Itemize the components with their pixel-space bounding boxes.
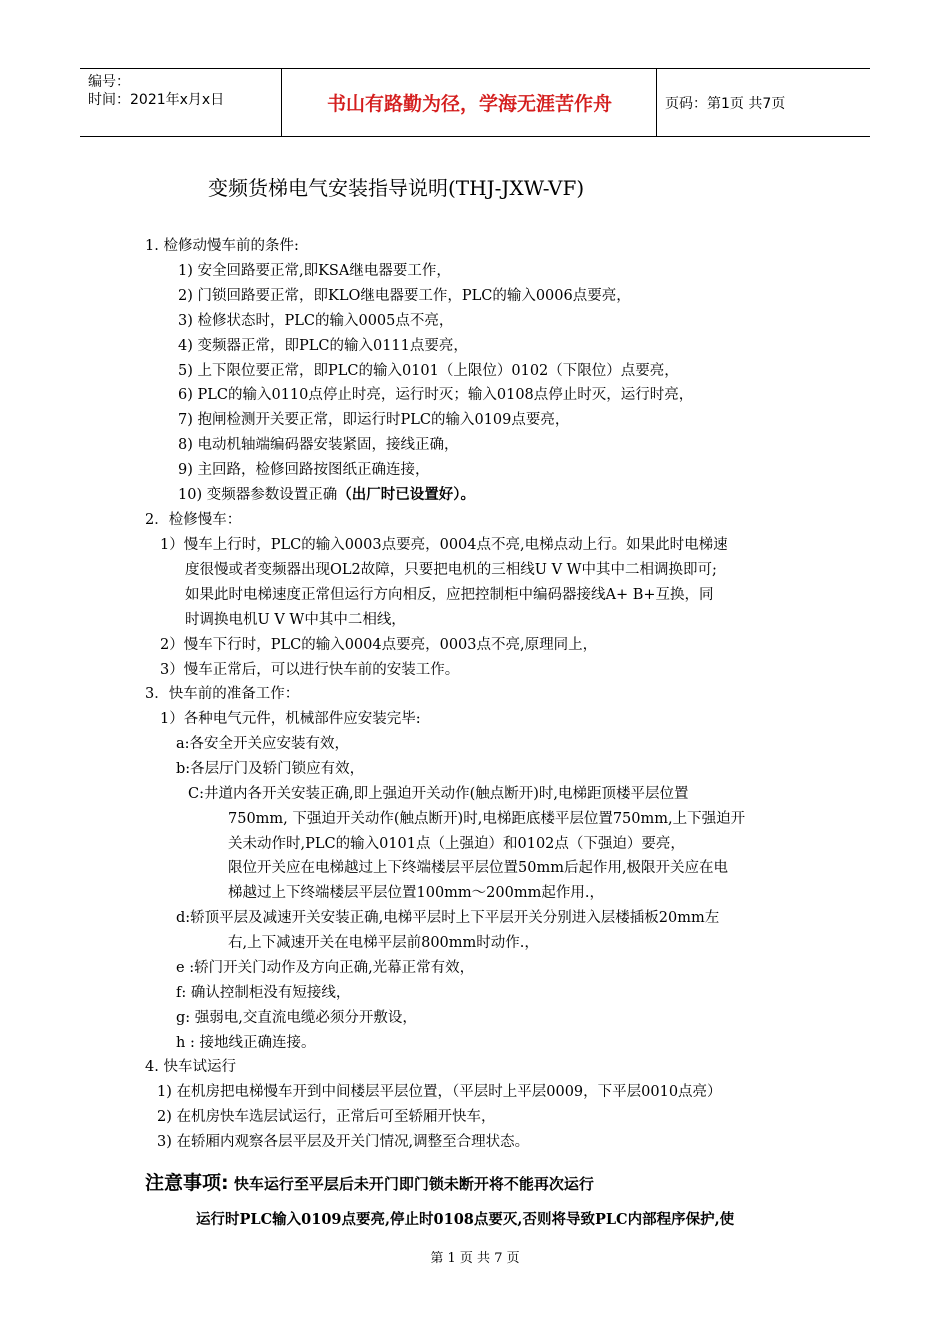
- list-item: 4) 变频器正常，即PLC的输入0111点要亮，: [178, 338, 468, 354]
- document-title: 变频货梯电气安装指导说明(THJ-JXW-VF): [208, 176, 585, 200]
- section-1-heading: 1. 检修动慢车前的条件:: [145, 238, 299, 254]
- list-item: 1) 安全回路要正常,即KSA继电器要工作，: [178, 263, 451, 279]
- paragraph-line: 度很慢或者变频器出现OL2故障，只要把电机的三相线U V W中其中二相调换即可;: [185, 562, 717, 578]
- header-table: [80, 68, 870, 137]
- note-text-2: 运行时PLC输入0109点要亮,停止时0108点要灭,否则将导致PLC内部程序保护,使: [196, 1211, 735, 1228]
- paragraph-line: 关未动作时,PLC的输入0101点（上强迫）和0102点（下强迫）要亮，: [228, 836, 685, 852]
- list-item: 8) 电动机轴端编码器安装紧固，接线正确，: [178, 437, 459, 453]
- list-item: h : 接地线正确连接。: [176, 1035, 316, 1051]
- list-item: 2) 在机房快车选层试运行，正常后可至轿厢开快车，: [157, 1109, 496, 1125]
- header-motto: 书山有路勤为径，学海无涯苦作舟: [283, 69, 657, 136]
- list-item: [178, 485, 475, 505]
- section-3-heading: 3．快车前的准备工作：: [145, 686, 300, 702]
- paragraph-line: 2）慢车下行时，PLC的输入0004点要亮，0003点不亮,原理同上，: [160, 637, 598, 653]
- note-heading-title: 注意事项:: [145, 1172, 229, 1194]
- page-footer: 第 1 页 共 7 页: [430, 1251, 520, 1266]
- paragraph-line: 1）慢车上行时，PLC的输入0003点要亮，0004点不亮,电梯点动上行。如果此时电梯速: [160, 537, 728, 553]
- paragraph-line: 右,上下减速开关在电梯平层前800mm时动作.，: [228, 935, 539, 951]
- list-item: g: 强弱电,交直流电缆必须分开敷设，: [176, 1010, 417, 1026]
- paragraph-line: 1）各种电气元件，机械部件应安装完毕:: [160, 711, 421, 727]
- list-item: 7) 抱闸检测开关要正常，即运行时PLC的输入0109点要亮，: [178, 412, 570, 428]
- header-page-info: 页码：第1页 共7页: [665, 95, 786, 112]
- paragraph-line: 如果此时电梯速度正常但运行方向相反，应把控制柜中编码器接线A+ B+互换，同: [185, 587, 714, 603]
- list-item: 9) 主回路，检修回路按图纸正确连接，: [178, 462, 430, 478]
- list-item: 1) 在机房把电梯慢车开到中间楼层平层位置，（平层时上平层0009，下平层0010点亮）: [157, 1084, 722, 1100]
- list-item-text: 10) 变频器参数设置正确: [178, 487, 338, 503]
- list-item: f: 确认控制柜没有短接线，: [176, 985, 351, 1001]
- paragraph-line: 750mm, 下强迫开关动作(触点断开)时,电梯距底楼平层位置750mm,上下强迫开: [228, 811, 746, 827]
- list-item: e :轿门开关门动作及方向正确,光幕正常有效，: [176, 960, 475, 976]
- emphasis-text: （出厂时已设置好）。: [337, 486, 475, 503]
- list-item: a:各安全开关应安装有效，: [176, 736, 350, 752]
- paragraph-line: 时调换电机U V W中其中二相线，: [185, 612, 406, 628]
- note-heading: [145, 1168, 594, 1195]
- list-item: d:轿顶平层及减速开关安装正确,电梯平层时上下平层开关分别进入层楼插板20mm左: [176, 910, 720, 926]
- number-label: 编号：: [88, 74, 130, 90]
- list-item: 5) 上下限位要正常，即PLC的输入0101（上限位）0102（下限位）点要亮，: [178, 363, 679, 379]
- section-2-heading: 2．检修慢车：: [145, 512, 242, 528]
- section-4-heading: 4. 快车试运行: [145, 1059, 236, 1075]
- list-item: 3) 在轿厢内观察各层平层及开关门情况,调整至合理状态。: [157, 1134, 530, 1150]
- list-item: b:各层厅门及轿门锁应有效，: [176, 761, 365, 777]
- list-item: 2) 门锁回路要正常，即KLO继电器要工作，PLC的输入0006点要亮，: [178, 288, 631, 304]
- header-meta-cell: [80, 69, 282, 136]
- list-item: 3) 检修状态时，PLC的输入0005点不亮，: [178, 313, 454, 329]
- paragraph-line: 3）慢车正常后，可以进行快车前的安装工作。: [160, 662, 460, 678]
- list-item: 6) PLC的输入0110点停止时亮，运行时灭；输入0108点停止时灭，运行时亮，: [178, 387, 694, 403]
- time-label: 时间：2021年x月x日: [88, 92, 225, 108]
- paragraph-line: 限位开关应在电梯越过上下终端楼层平层位置50mm后起作用,极限开关应在电: [228, 860, 729, 876]
- note-text-1: 快车运行至平层后未开门即门锁未断开将不能再次运行: [228, 1175, 594, 1193]
- list-item: C:井道内各开关安装正确,即上强迫开关动作(触点断开)时,电梯距顶楼平层位置: [188, 786, 689, 802]
- paragraph-line: 梯越过上下终端楼层平层位置100mm～200mm起作用.，: [228, 885, 604, 901]
